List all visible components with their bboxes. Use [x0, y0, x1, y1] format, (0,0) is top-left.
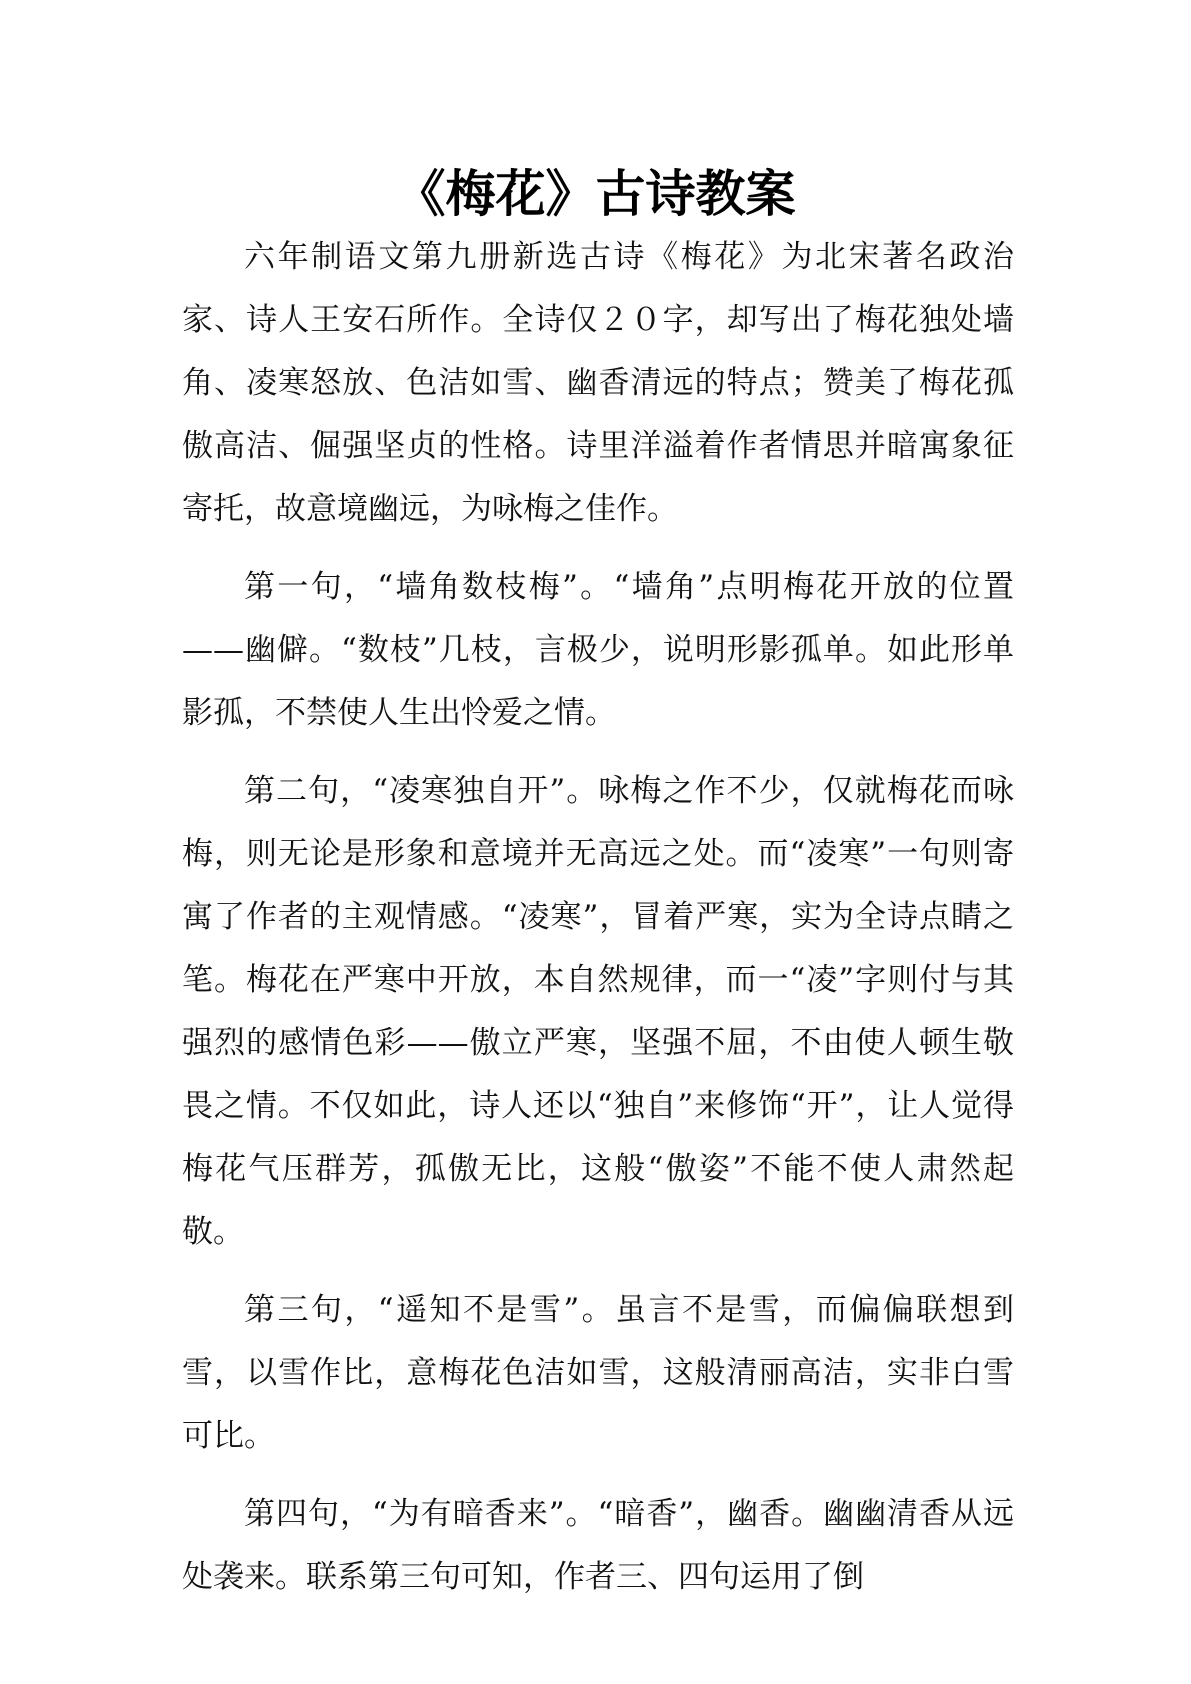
paragraph-line-three: 第三句，“遥知不是雪”。虽言不是雪，而偏偏联想到雪，以雪作比，意梅花色洁如雪，这般清丽高洁，实非白雪可比。 — [182, 1292, 1014, 1454]
paragraph-line-four: 第四句，“为有暗香来”。“暗香”，幽香。幽幽清香从远处袭来。联系第三句可知，作者三、四句运用了倒 — [182, 1496, 1014, 1595]
paragraph-line-one: 第一句，“墙角数枝梅”。“墙角”点明梅花开放的位置——幽僻。“数枝”几枝，言极少，说明形影孤单。如此形单影孤，不禁使人生出怜爱之情。 — [182, 569, 1014, 731]
document-title: 《梅花》古诗教案 — [395, 164, 796, 223]
document-body — [182, 226, 1014, 1624]
paragraph-line-two: 第二句，“凌寒独自开”。咏梅之作不少，仅就梅花而咏梅，则无论是形象和意境并无高远之处。而“凌寒”一句则寄寓了作者的主观情感。“凌寒”，冒着严寒，实为全诗点睛之笔。梅花在严寒中开放，本自然规律，而一“凌”字则付与其强烈的感情色彩——傲立严寒，坚强不屈，不由使人顿生敬畏之情。不仅如此，诗人还以“独自”来修饰“开”，让人觉得梅花气压群芳，孤傲无比，这般“傲姿”不能不使人肃然起敬。 — [182, 773, 1014, 1250]
paragraph-intro: 六年制语文第九册新选古诗《梅花》为北宋著名政治家、诗人王安石所作。全诗仅２０字，却写出了梅花独处墙角、凌寒怒放、色洁如雪、幽香清远的特点；赞美了梅花孤傲高洁、倔强坚贞的性格。诗里洋溢着作者情思并暗寓象征寄托，故意境幽远，为咏梅之佳作。 — [182, 239, 1014, 527]
